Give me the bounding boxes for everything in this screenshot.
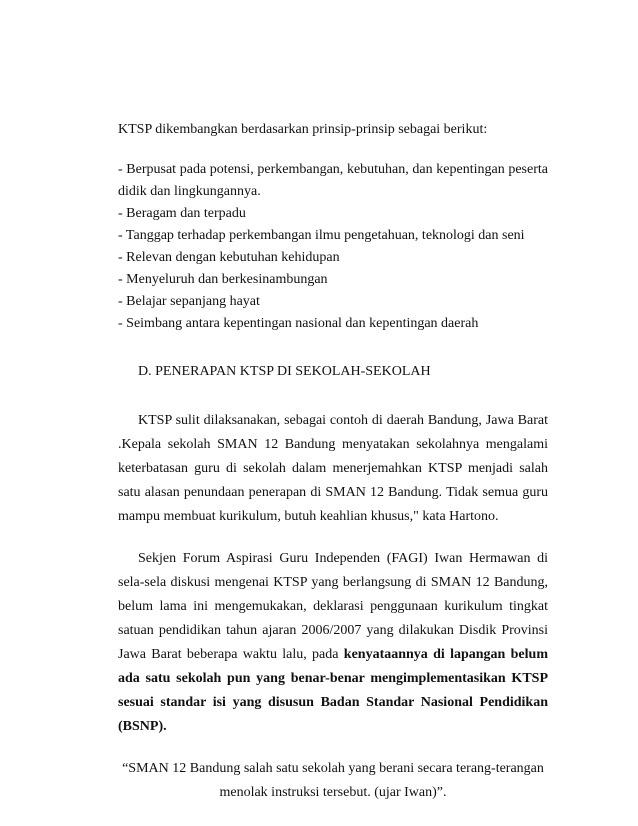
section-heading: D. PENERAPAN KTSP DI SEKOLAH-SEKOLAH xyxy=(138,364,431,379)
list-item: - Belajar sepanjang hayat xyxy=(118,294,260,309)
intro-text: KTSP dikembangkan berdasarkan prinsip-prinsip sebagai berikut: xyxy=(118,122,488,137)
list-item: - Beragam dan terpadu xyxy=(118,206,246,221)
list-item: - Seimbang antara kepentingan nasional dan kepentingan daerah xyxy=(118,316,479,331)
list-item: - Tanggap terhadap perkembangan ilmu pengetahuan, teknologi dan seni xyxy=(118,228,525,243)
paragraph-fagi-normal: Sekjen Forum Aspirasi Guru Independen (FAGI) Iwan Hermawan di sela-sela diskusi mengenai KTSP yang berlangsung di SMAN 12 Bandung, belum lama ini mengemukakan, deklarasi penggunaan kurikulum tingkat satuan pendidikan tahun ajaran 2006/2007 yang dilakukan Disdik Provinsi Jawa Barat beberapa waktu lalu, pada xyxy=(118,551,548,662)
document-body xyxy=(118,119,548,805)
quote-text: “SMAN 12 Bandung salah satu sekolah yang berani secara terang-terangan menolak instruksi tersebut. (ujar Iwan)”. xyxy=(122,761,544,800)
list-item: - Relevan dengan kebutuhan kehidupan xyxy=(118,250,340,265)
list-item: - Berpusat pada potensi, perkembangan, kebutuhan, dan kepentingan peserta didik dan lingkungannya. xyxy=(118,162,548,199)
paragraph-fagi xyxy=(118,547,548,739)
paragraph-implementation: KTSP sulit dilaksanakan, sebagai contoh di daerah Bandung, Jawa Barat .Kepala sekolah SMAN 12 Bandung menyatakan sekolahnya mengalami keterbatasan guru di sekolah dalam menerjemahkan KTSP menjadi salah satu alasan penundaan penerapan di SMAN 12 Bandung. Tidak semua guru mampu membuat kurikulum, butuh keahlian khusus," kata Hartono. xyxy=(118,413,548,524)
list-item: - Menyeluruh dan berkesinambungan xyxy=(118,272,328,287)
paragraph-fagi-bold: kenyataannya di lapangan belum ada satu sekolah pun yang benar-benar mengimplementasikan KTSP sesuai standar isi yang disusun Badan Standar Nasional Pendidikan (BSNP). xyxy=(118,647,548,734)
principles-list xyxy=(118,159,548,335)
